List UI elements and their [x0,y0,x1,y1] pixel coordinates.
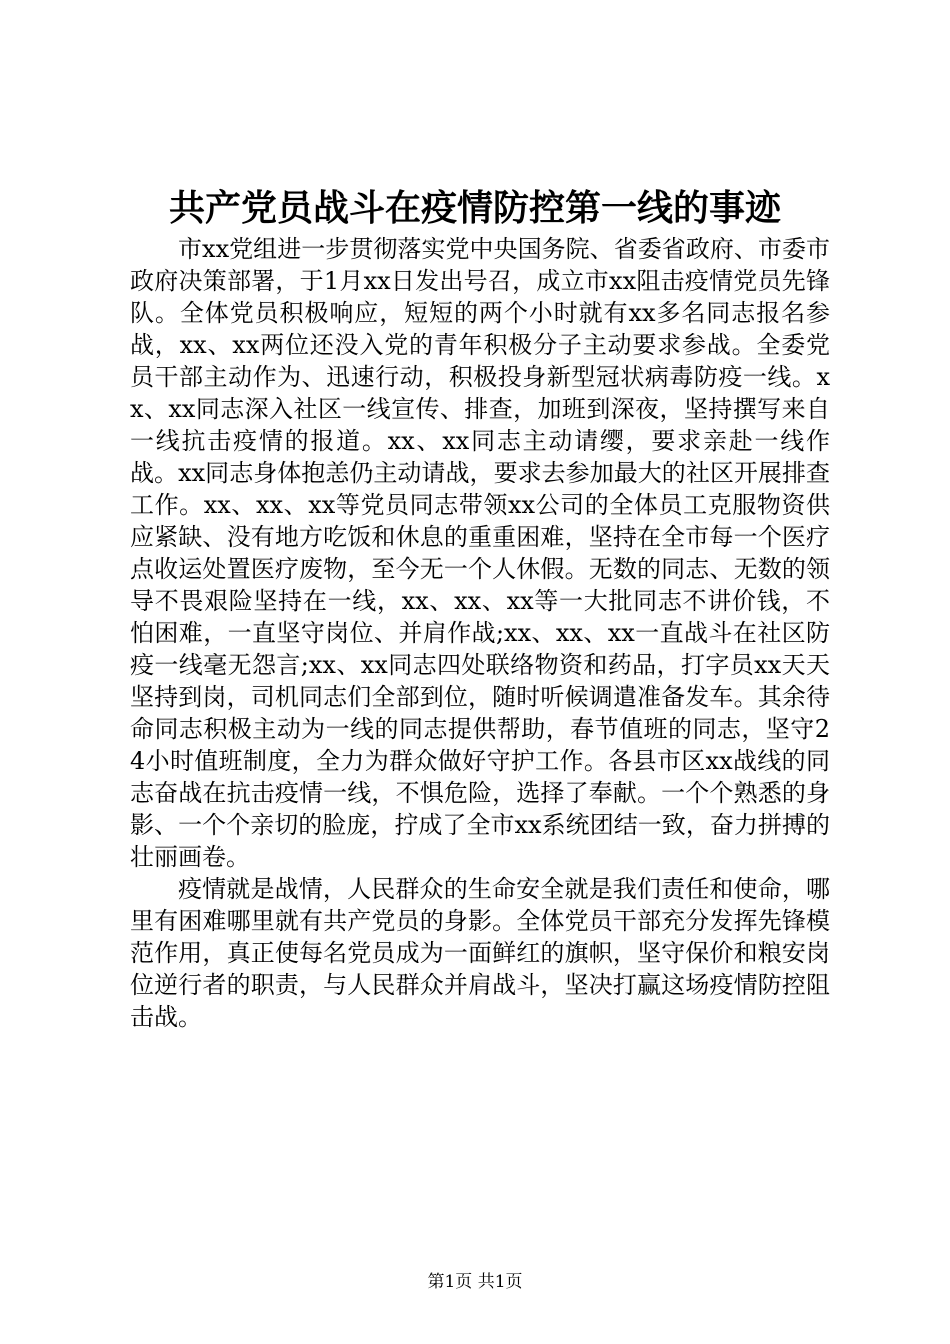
document-body [130,233,830,1033]
paragraph-2: 疫情就是战情，人民群众的生命安全就是我们责任和使命，哪里有困难哪里就有共产党员的身影。全体党员干部充分发挥先锋模范作用，真正使每名党员成为一面鲜红的旗帜，坚守保价和粮安岗位逆行者的职责，与人民群众并肩战斗，坚决打赢这场疫情防控阻击战。 [130,875,830,1031]
paragraph-1: 市xx党组进一步贯彻落实党中央国务院、省委省政府、市委市政府决策部署，于1月xx日发出号召，成立市xx阻击疫情党员先锋队。全体党员积极响应，短短的两个小时就有xx多名同志报名参战，xx、xx两位还没入党的青年积极分子主动要求参战。全委党员干部主动作为、迅速行动，积极投身新型冠状病毒防疫一线。xx、xx同志深入社区一线宣传、排查，加班到深夜，坚持撰写来自一线抗击疫情的报道。xx、xx同志主动请缨，要求亲赴一线作战。xx同志身体抱恙仍主动请战，要求去参加最大的社区开展排查工作。xx、xx、xx等党员同志带领xx公司的全体员工克服物资供应紧缺、没有地方吃饭和休息的重重困难，坚持在全市每一个医疗点收运处置医疗废物，至今无一个人休假。无数的同志、无数的领导不畏艰险坚持在一线，xx、xx、xx等一大批同志不讲价钱，不怕困难，一直坚守岗位、并肩作战;xx、xx、xx一直战斗在社区防疫一线毫无怨言;xx、xx同志四处联络物资和药品，打字员xx天天坚持到岗，司机同志们全部到位，随时听候调遣准备发车。其余待命同志积极主动为一线的同志提供帮助，春节值班的同志，坚守24小时值班制度，全力为群众做好守护工作。各县市区xx战线的同志奋战在抗击疫情一线，不惧危险，选择了奉献。一个个熟悉的身影、一个个亲切的脸庞，拧成了全市xx系统团结一致，奋力拼搏的壮丽画卷。 [130,235,830,871]
page-number-footer: 第1页 共1页 [427,1272,523,1292]
document-title: 共产党员战斗在疫情防控第一线的事迹 [168,187,781,229]
